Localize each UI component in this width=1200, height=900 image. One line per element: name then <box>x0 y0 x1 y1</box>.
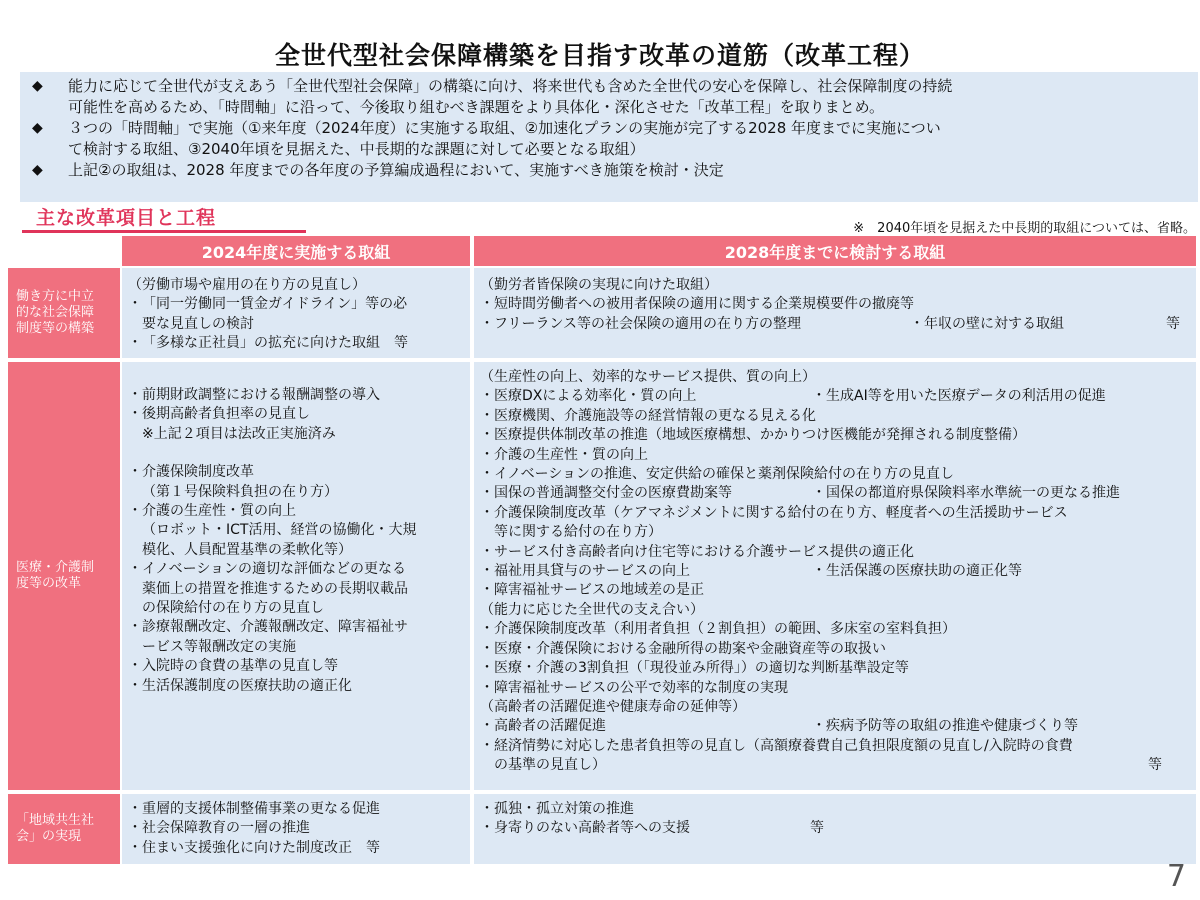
cell-medical-2028 <box>474 362 1196 790</box>
list-item: （能力に応じた全世代の支え合い） <box>480 601 704 618</box>
list-item: ※上記２項目は法改正実施済み <box>142 425 336 442</box>
list-item: ・ 入院時の食費の基準の見直し等 <box>128 657 464 676</box>
list-item: ・ 介護保険制度改革 <box>128 463 464 482</box>
list-item: ・ 診療報酬改定、介護報酬改定、障害福祉サ <box>128 618 464 637</box>
list-item: ・ 重層的支援体制整備事業の更なる促進 <box>128 800 464 819</box>
list-item: ・ 障害福祉サービスの地域差の是正 <box>480 581 1190 600</box>
list-item: ・ 経済情勢に対応した患者負担等の見直し（高額療養費自己負担限度額の見直し/入院時の食費 <box>480 737 1190 756</box>
list-item: ・ 医療DXによる効率化・質の向上 ・生成AI等を用いた医療データの利活用の促進 <box>480 387 1190 406</box>
list-item: ・ 短時間労働者への被用者保険の適用に関する企業規模要件の撤廃等 <box>480 295 1190 314</box>
list-item: ・ サービス付き高齢者向け住宅等における介護サービス提供の適正化 <box>480 543 1190 562</box>
summary-item: ◆ ３つの「時間軸」で実施（①来年度（2024年度）に実施する取組、②加速化プランの実施が完了する2028 年度までに実施につい て検討する取組、③2040年頃を見据えた、中長期的な課題に対して必要となる取組） <box>32 119 941 158</box>
list-item: 薬価上の措置を推進するための長期収載品 <box>142 580 408 597</box>
note: ※ 2040年頃を見据えた中長期的取組については、省略。 <box>853 221 1196 236</box>
list-item: ・ 医療機関、介護施設等の経営情報の更なる見える化 <box>480 407 1190 426</box>
list-item: ・ 社会保障教育の一層の推進 <box>128 819 464 838</box>
row-label-work: 働き方に中立 的な社会保障 制度等の構築 <box>8 268 120 358</box>
list-item: ・ イノベーションの推進、安定供給の確保と薬剤保険給付の在り方の見直し <box>480 465 1190 484</box>
row-label-medical: 医療・介護制 度等の改革 <box>8 362 120 790</box>
list-item: ・ 医療提供体制改革の推進（地域医療構想、かかりつけ医機能が発揮される制度整備） <box>480 426 1190 445</box>
list-item: ・ 孤独・孤立対策の推進 <box>480 800 1190 819</box>
summary-item: ◆ 能力に応じて全世代が支えあう「全世代型社会保障」の構築に向け、将来世代も含めた全世代の安心を保障し、社会保障制度の持続 可能性を高めるため、「時間軸」に沿って、今後取り組むべき課題をより具体化・深化させた「改革工程」を取りまとめ。 <box>32 77 953 116</box>
cell-work-2028 <box>474 268 1196 358</box>
list-item: ・ 医療・介護の3割負担（「現役並み所得」）の適切な判断基準設定等 <box>480 659 1190 678</box>
list-item: ・ 障害福祉サービスの公平で効率的な制度の実現 <box>480 679 1190 698</box>
list-item: ・ フリーランス等の社会保険の適用の在り方の整理 ・年収の壁に対する取組 等 <box>480 315 1190 334</box>
header-col1: 2024年度に実施する取組 <box>122 236 470 266</box>
list-item: ・ 後期高齢者負担率の見直し <box>128 405 464 424</box>
list-item: （ロボット・ICT活用、経営の協働化・大規 <box>142 522 417 539</box>
list-item: ・ 介護保険制度改革（利用者負担（２割負担）の範囲、多床室の室料負担） <box>480 620 1190 639</box>
header-col2: 2028年度までに検討する取組 <box>474 236 1196 266</box>
list-item: ・ 介護の生産性・質の向上 <box>480 446 1190 465</box>
list-item: （労働市場や雇用の在り方の見直し） <box>128 277 366 293</box>
list-item: の基準の見直し） 等 <box>494 757 1162 774</box>
cell-community-2028 <box>474 794 1196 864</box>
list-item: ・ 介護の生産性・質の向上 <box>128 502 464 521</box>
list-item: ービス等報酬改定の実施 <box>142 638 296 655</box>
list-item: （第１号保険料負担の在り方） <box>142 483 338 500</box>
list-item: 要な見直しの検討 <box>142 315 254 332</box>
list-item: （高齢者の活躍促進や健康寿命の延伸等） <box>480 698 746 715</box>
list-item: （生産性の向上、効率的なサービス提供、質の向上） <box>480 369 816 385</box>
list-item: ・ 医療・介護保険における金融所得の勘案や金融資産等の取扱い <box>480 640 1190 659</box>
row-label-community: 「地域共生社 会」の実現 <box>8 794 120 864</box>
list-item: ・ 前期財政調整における報酬調整の導入 <box>128 386 464 405</box>
summary-item: ◆ 上記②の取組は、2028 年度までの各年度の予算編成過程において、実施すべき施策を検討・決定 <box>32 161 724 179</box>
list-item: ・ 介護保険制度改革（ケアマネジメントに関する給付の在り方、軽度者への生活援助サービス <box>480 504 1190 523</box>
section-underline <box>22 230 306 233</box>
diamond-icon: ◆ <box>32 120 43 136</box>
list-item: ・ 「同一労働同一賃金ガイドライン」等の必 <box>128 295 464 314</box>
list-item: ・ 生活保護制度の医療扶助の適正化 <box>128 677 464 696</box>
section-label: 主な改革項目と工程 <box>36 207 217 229</box>
list-item: ・ イノベーションの適切な評価などの更なる <box>128 560 464 579</box>
summary-box <box>20 72 1198 202</box>
list-item: ・ 高齢者の活躍促進 ・疾病予防等の取組の推進や健康づくり等 <box>480 717 1190 736</box>
diamond-icon: ◆ <box>32 162 43 178</box>
list-item: ・ 身寄りのない高齢者等への支援 等 <box>480 819 1190 838</box>
list-item: ・ 福祉用具貸与のサービスの向上 ・生活保護の医療扶助の適正化等 <box>480 562 1190 581</box>
list-item: の保険給付の在り方の見直し <box>142 600 324 617</box>
list-item: ・ 住まい支援強化に向けた制度改正 等 <box>128 839 464 858</box>
list-item: ・ 「多様な正社員」の拡充に向けた取組 等 <box>128 334 464 353</box>
list-item: 模化、人員配置基準の柔軟化等） <box>142 541 352 558</box>
list-item: 等に関する給付の在り方） <box>494 524 662 541</box>
list-item: （勤労者皆保険の実現に向けた取組） <box>480 277 718 293</box>
diamond-icon: ◆ <box>32 78 43 94</box>
page-number: 7 <box>1166 859 1186 894</box>
cell-medical-2024 <box>122 362 470 790</box>
cell-work-2024 <box>122 268 470 358</box>
list-item: ・ 国保の普通調整交付金の医療費勘案等 ・国保の都道府県保険料率水準統一の更なる推進 <box>480 484 1190 503</box>
cell-community-2024 <box>122 794 470 864</box>
page-title: 全世代型社会保障構築を目指す改革の道筋（改革工程） <box>274 41 925 70</box>
